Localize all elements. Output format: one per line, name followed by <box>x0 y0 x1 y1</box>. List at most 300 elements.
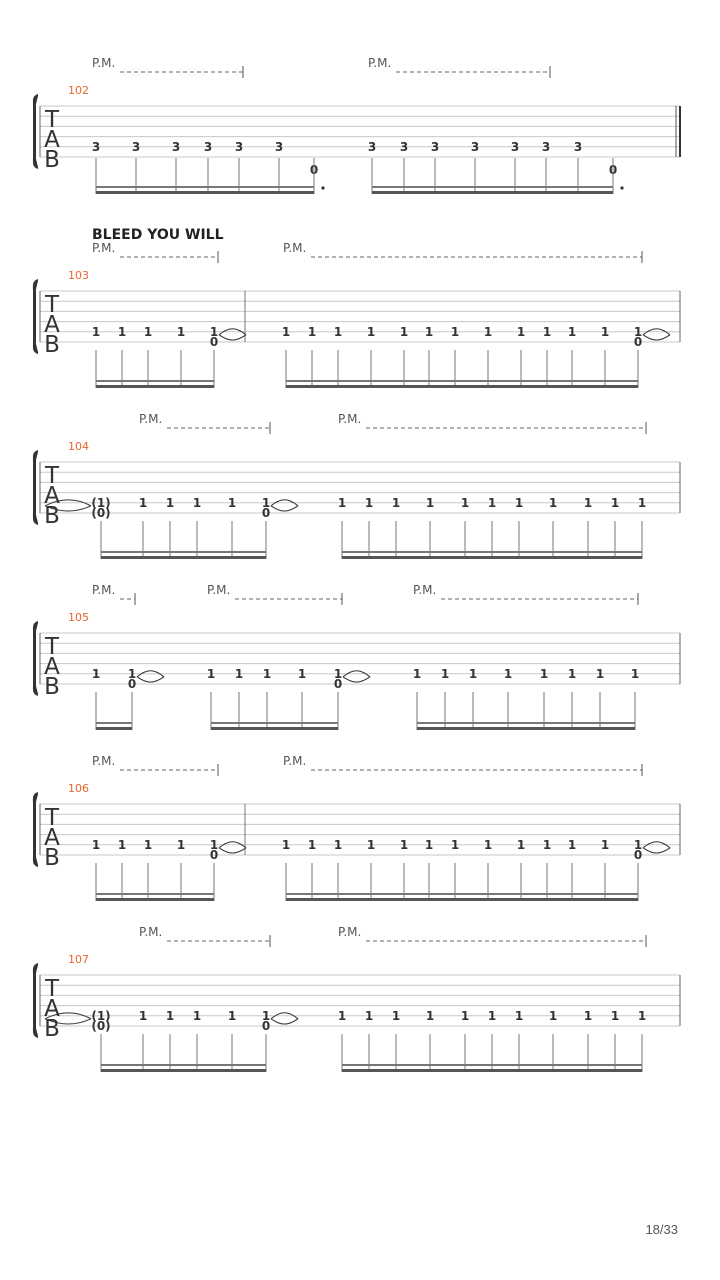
fret-number: 1 <box>460 495 470 510</box>
fret-number: 1 <box>567 837 577 852</box>
tab-note <box>338 496 346 559</box>
fret-number: 1 <box>261 1008 271 1023</box>
fret-number: 1 <box>583 495 593 510</box>
fret-number: 1 <box>483 837 493 852</box>
beam <box>286 385 638 388</box>
tab-note <box>517 838 525 901</box>
fret-number: (1) <box>91 1008 111 1023</box>
fret-number: 1 <box>333 837 343 852</box>
tab-note <box>172 140 180 194</box>
fret-number: 1 <box>138 495 148 510</box>
tab-note <box>263 667 271 730</box>
tab-note <box>400 325 408 388</box>
palm-mute-label: P.M. <box>207 583 231 597</box>
tab-clef-letter: B <box>44 674 60 700</box>
tab-system-104 <box>33 412 680 559</box>
tab-note <box>262 1009 298 1072</box>
fret-number: 1 <box>567 324 577 339</box>
fret-number: 1 <box>514 1008 524 1023</box>
tab-clef-letter: A <box>44 654 60 680</box>
fret-number: 1 <box>487 495 497 510</box>
palm-mute-label: P.M. <box>92 754 116 768</box>
palm-mute <box>283 241 642 263</box>
tie-mark <box>219 329 246 340</box>
system-bracket <box>33 963 38 1038</box>
tie-mark <box>219 842 246 853</box>
system-bracket <box>33 621 38 696</box>
fret-number: 3 <box>470 140 480 154</box>
fret-number: 1 <box>281 837 291 852</box>
fret-number: 1 <box>209 837 219 852</box>
fret-number: 0 <box>333 677 343 691</box>
tab-note <box>92 325 100 388</box>
tab-note <box>365 496 373 559</box>
section-marker: BLEED YOU WILL <box>92 227 224 243</box>
tab-note <box>207 667 215 730</box>
tab-note <box>144 838 152 901</box>
tab-note <box>392 496 400 559</box>
fret-number: 1 <box>542 837 552 852</box>
tab-note <box>118 838 126 901</box>
fret-number: 0 <box>261 506 271 520</box>
fret-number: 1 <box>227 1008 237 1023</box>
bar-number: 107 <box>68 953 89 966</box>
beam <box>342 1069 642 1072</box>
palm-mute <box>92 56 243 78</box>
tab-note <box>367 325 375 388</box>
palm-mute <box>338 925 646 947</box>
tab-note <box>543 325 551 388</box>
tab-note <box>128 667 164 730</box>
fret-number: 1 <box>91 324 101 339</box>
palm-mute-label: P.M. <box>139 412 163 426</box>
tab-clef-letter: A <box>44 996 60 1022</box>
fret-number: 1 <box>595 666 605 681</box>
tab-note <box>298 667 306 730</box>
fret-number: 1 <box>516 324 526 339</box>
bar-number: 103 <box>68 269 89 282</box>
fret-number: 1 <box>234 666 244 681</box>
fret-number: 1 <box>176 837 186 852</box>
fret-number: 0 <box>261 1019 271 1033</box>
fret-number: 1 <box>117 837 127 852</box>
tab-note <box>461 496 469 559</box>
fret-number: 1 <box>487 1008 497 1023</box>
fret-number: 1 <box>307 837 317 852</box>
palm-mute-label: P.M. <box>413 583 437 597</box>
fret-number: 1 <box>450 324 460 339</box>
fret-number: 1 <box>583 1008 593 1023</box>
bar-number: 104 <box>68 440 89 453</box>
fret-number: 0 <box>209 848 219 862</box>
tab-note <box>425 838 433 901</box>
tab-note <box>540 667 548 730</box>
fret-number: 1 <box>539 666 549 681</box>
tab-note <box>400 140 408 194</box>
fret-number: 1 <box>364 1008 374 1023</box>
beam <box>211 727 338 730</box>
tab-note <box>262 496 298 559</box>
beam <box>342 556 642 559</box>
beam <box>96 191 314 194</box>
tab-note <box>574 140 582 194</box>
tab-system-105 <box>33 583 680 730</box>
tab-clef-letter: B <box>44 332 60 358</box>
tie-mark <box>643 842 670 853</box>
tab-note <box>488 1009 496 1072</box>
fret-number: 1 <box>450 837 460 852</box>
tab-clef-letter: T <box>44 805 60 831</box>
fret-number: 1 <box>516 837 526 852</box>
tab-note <box>426 496 434 559</box>
tab-note <box>504 667 512 730</box>
palm-mute-label: P.M. <box>368 56 392 70</box>
fret-number: 1 <box>337 1008 347 1023</box>
tab-note <box>631 667 639 730</box>
tab-note <box>118 325 126 388</box>
palm-mute <box>92 583 135 605</box>
fret-number: 1 <box>364 495 374 510</box>
fret-number: 1 <box>333 324 343 339</box>
fret-number: 1 <box>610 495 620 510</box>
fret-number: 1 <box>425 495 435 510</box>
fret-number: 1 <box>333 666 343 681</box>
fret-number: 0 <box>309 163 319 177</box>
tab-note <box>275 140 283 194</box>
tab-system-102 <box>33 56 680 194</box>
fret-number: 1 <box>262 666 272 681</box>
tab-note <box>511 140 519 194</box>
bar-number: 106 <box>68 782 89 795</box>
fret-number: 1 <box>366 324 376 339</box>
tab-note <box>368 140 376 194</box>
fret-number: 1 <box>542 324 552 339</box>
beam-secondary <box>101 1064 266 1066</box>
tab-note <box>92 667 100 730</box>
fret-number: 1 <box>425 1008 435 1023</box>
tie-mark <box>137 671 164 682</box>
fret-number: 1 <box>468 666 478 681</box>
beam-secondary <box>101 551 266 553</box>
fret-number: (0) <box>91 506 111 520</box>
fret-number: 1 <box>567 666 577 681</box>
tab-note <box>634 838 670 901</box>
palm-mute-label: P.M. <box>338 925 362 939</box>
fret-number: 3 <box>430 140 440 154</box>
fret-number: 1 <box>600 324 610 339</box>
palm-mute-label: P.M. <box>139 925 163 939</box>
tab-note <box>308 838 316 901</box>
palm-mute-label: P.M. <box>92 583 116 597</box>
fret-number: 1 <box>297 666 307 681</box>
beam-secondary <box>211 722 338 724</box>
fret-number: 1 <box>209 324 219 339</box>
tab-clef-letter: T <box>44 463 60 489</box>
tab-note <box>228 1009 236 1072</box>
fret-number: 1 <box>127 666 137 681</box>
fret-number: 1 <box>399 324 409 339</box>
fret-number: 1 <box>503 666 513 681</box>
tab-note <box>193 496 201 559</box>
tab-system-103 <box>33 227 680 388</box>
tie-mark <box>271 1013 298 1024</box>
palm-mute <box>413 583 638 605</box>
tab-note <box>367 838 375 901</box>
palm-mute-label: P.M. <box>338 412 362 426</box>
tab-note <box>308 325 316 388</box>
tab-clef-letter: B <box>44 147 60 173</box>
tie-mark <box>343 671 370 682</box>
beam <box>101 1069 266 1072</box>
fret-number: 3 <box>510 140 520 154</box>
fret-number: 1 <box>440 666 450 681</box>
tab-note <box>515 496 523 559</box>
beam-secondary <box>286 893 638 895</box>
tab-note <box>166 1009 174 1072</box>
tab-note <box>177 838 185 901</box>
tab-clef-letter: B <box>44 503 60 529</box>
fret-number: 3 <box>573 140 583 154</box>
fret-number: 1 <box>117 324 127 339</box>
tab-note <box>426 1009 434 1072</box>
fret-number: 1 <box>366 837 376 852</box>
fret-number: 1 <box>483 324 493 339</box>
system-bracket <box>33 792 38 867</box>
tab-note <box>310 158 325 194</box>
beam <box>372 191 613 194</box>
palm-mute <box>368 56 550 78</box>
fret-number: 0 <box>209 335 219 349</box>
fret-number: 1 <box>610 1008 620 1023</box>
palm-mute <box>283 754 642 776</box>
bar-number: 105 <box>68 611 89 624</box>
fret-number: 1 <box>514 495 524 510</box>
tab-note <box>568 838 576 901</box>
beam-secondary <box>417 722 635 724</box>
fret-number: 1 <box>143 837 153 852</box>
fret-number: 1 <box>399 837 409 852</box>
fret-number: 3 <box>131 140 141 154</box>
beam-secondary <box>96 722 132 724</box>
tab-note <box>139 1009 147 1072</box>
tie-mark <box>643 329 670 340</box>
tab-note <box>469 667 477 730</box>
tab-note <box>638 496 646 559</box>
bar-number: 102 <box>68 84 89 97</box>
fret-number: 0 <box>127 677 137 691</box>
fret-number: 1 <box>637 1008 647 1023</box>
palm-mute <box>92 754 218 776</box>
tab-note <box>611 496 619 559</box>
fret-number: 1 <box>307 324 317 339</box>
tab-note <box>568 667 576 730</box>
fret-number: 1 <box>630 666 640 681</box>
beam-secondary <box>96 893 214 895</box>
fret-number: 1 <box>412 666 422 681</box>
tab-note <box>484 325 492 388</box>
tab-note <box>282 325 290 388</box>
fret-number: 0 <box>633 335 643 349</box>
tab-clef-letter: A <box>44 312 60 338</box>
fret-number: 1 <box>91 837 101 852</box>
tab-note <box>139 496 147 559</box>
tab-clef-letter: T <box>44 107 60 133</box>
fret-number: 1 <box>337 495 347 510</box>
system-bracket <box>33 94 38 169</box>
palm-mute-label: P.M. <box>92 241 116 255</box>
tab-note <box>549 496 557 559</box>
fret-number: 3 <box>367 140 377 154</box>
beam-secondary <box>342 551 642 553</box>
fret-number: 1 <box>192 495 202 510</box>
beam <box>96 727 132 730</box>
fret-number: 3 <box>91 140 101 154</box>
tab-note <box>166 496 174 559</box>
fret-number: 3 <box>541 140 551 154</box>
tab-note <box>638 1009 646 1072</box>
tab-note <box>392 1009 400 1072</box>
fret-number: 1 <box>227 495 237 510</box>
fret-number: 1 <box>281 324 291 339</box>
palm-mute-label: P.M. <box>283 241 307 255</box>
tab-note <box>601 838 609 901</box>
tab-note <box>92 140 100 194</box>
tab-note <box>338 1009 346 1072</box>
tab-note <box>132 140 140 194</box>
tab-note <box>596 667 604 730</box>
tab-note <box>193 1009 201 1072</box>
fret-number: 0 <box>608 163 618 177</box>
tab-note <box>584 496 592 559</box>
fret-number: 1 <box>91 666 101 681</box>
tab-note <box>549 1009 557 1072</box>
tab-clef-letter: A <box>44 483 60 509</box>
page-number: 18/33 <box>645 1222 678 1237</box>
palm-mute-label: P.M. <box>92 56 116 70</box>
tab-note <box>451 838 459 901</box>
beam-secondary <box>96 380 214 382</box>
beam-secondary <box>286 380 638 382</box>
palm-mute <box>338 412 646 434</box>
fret-number: 1 <box>600 837 610 852</box>
fret-number: 1 <box>206 666 216 681</box>
tab-note <box>471 140 479 194</box>
fret-number: 1 <box>633 837 643 852</box>
tab-note <box>334 325 342 388</box>
tab-note <box>92 838 100 901</box>
tab-note <box>461 1009 469 1072</box>
tab-note <box>144 325 152 388</box>
tab-note <box>568 325 576 388</box>
tab-clef-letter: T <box>44 292 60 318</box>
tab-note <box>177 325 185 388</box>
dot <box>321 186 324 189</box>
fret-number: 1 <box>424 324 434 339</box>
palm-mute <box>139 925 270 947</box>
fret-number: 1 <box>192 1008 202 1023</box>
tab-note <box>204 140 212 194</box>
tab-note <box>228 496 236 559</box>
beam <box>96 898 214 901</box>
tab-note <box>282 838 290 901</box>
fret-number: 1 <box>548 1008 558 1023</box>
fret-number: 0 <box>633 848 643 862</box>
tab-note <box>431 140 439 194</box>
system-bracket <box>33 279 38 354</box>
tab-note <box>413 667 421 730</box>
fret-number: 1 <box>138 1008 148 1023</box>
fret-number: 1 <box>424 837 434 852</box>
tab-note <box>441 667 449 730</box>
tab-note <box>210 325 246 388</box>
tab-note <box>451 325 459 388</box>
fret-number: 1 <box>176 324 186 339</box>
tab-note <box>601 325 609 388</box>
palm-mute <box>207 583 342 605</box>
tab-clef-letter: T <box>44 634 60 660</box>
fret-number: 1 <box>637 495 647 510</box>
beam <box>101 556 266 559</box>
beam-secondary <box>96 186 314 188</box>
tab-clef-letter: A <box>44 127 60 153</box>
beam-secondary <box>372 186 613 188</box>
fret-number: 1 <box>633 324 643 339</box>
tab-note <box>611 1009 619 1072</box>
tab-note <box>210 838 246 901</box>
fret-number: 3 <box>171 140 181 154</box>
tab-clef-letter: A <box>44 825 60 851</box>
tab-note <box>542 140 550 194</box>
tab-note <box>400 838 408 901</box>
fret-number: 1 <box>391 495 401 510</box>
palm-mute-label: P.M. <box>283 754 307 768</box>
tab-clef-letter: T <box>44 976 60 1002</box>
fret-number: 1 <box>391 1008 401 1023</box>
tab-note <box>334 667 370 730</box>
dot <box>620 186 623 189</box>
tab-note <box>584 1009 592 1072</box>
fret-number: 3 <box>399 140 409 154</box>
tab-note <box>365 1009 373 1072</box>
tab-note <box>484 838 492 901</box>
beam <box>96 385 214 388</box>
fret-number: 1 <box>460 1008 470 1023</box>
fret-number: 1 <box>548 495 558 510</box>
fret-number: 1 <box>261 495 271 510</box>
tab-clef-letter: B <box>44 1016 60 1042</box>
fret-number: (1) <box>91 495 111 510</box>
fret-number: (0) <box>91 1019 111 1033</box>
tab-note <box>515 1009 523 1072</box>
tab-note <box>334 838 342 901</box>
beam-secondary <box>342 1064 642 1066</box>
palm-mute <box>92 241 218 263</box>
fret-number: 3 <box>274 140 284 154</box>
fret-number: 1 <box>143 324 153 339</box>
tab-note <box>517 325 525 388</box>
beam <box>286 898 638 901</box>
tab-system-106 <box>33 754 680 901</box>
palm-mute <box>139 412 270 434</box>
tab-system-107 <box>33 925 680 1072</box>
tie-mark <box>271 500 298 511</box>
fret-number: 1 <box>165 1008 175 1023</box>
system-bracket <box>33 450 38 525</box>
fret-number: 1 <box>165 495 175 510</box>
fret-number: 3 <box>234 140 244 154</box>
beam <box>417 727 635 730</box>
tab-note <box>634 325 670 388</box>
